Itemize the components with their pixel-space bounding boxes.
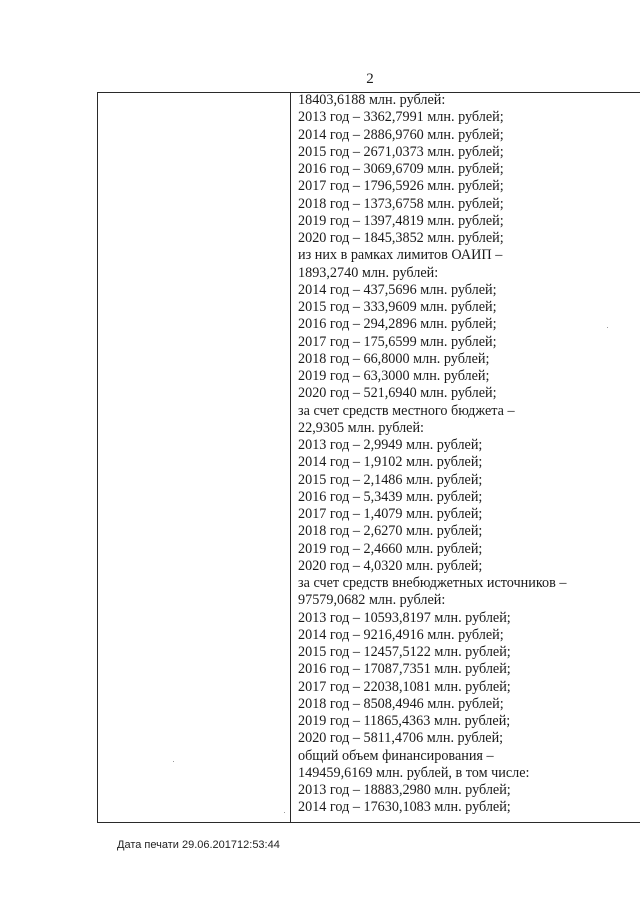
financing-line: 2020 год – 521,6940 млн. рублей; bbox=[298, 385, 497, 402]
financing-line: 2019 год – 2,4660 млн. рублей; bbox=[298, 540, 483, 557]
financing-line: 2018 год – 66,8000 млн. рублей; bbox=[298, 350, 490, 367]
financing-line: 2017 год – 1796,5926 млн. рублей; bbox=[298, 178, 504, 195]
financing-line: 2015 год – 2,1486 млн. рублей; bbox=[298, 471, 483, 488]
financing-line: 2014 год – 437,5696 млн. рублей; bbox=[298, 281, 497, 298]
financing-line: 2013 год – 3362,7991 млн. рублей; bbox=[298, 109, 504, 126]
financing-line: 1893,2740 млн. рублей: bbox=[298, 264, 439, 281]
column-divider bbox=[290, 92, 291, 823]
financing-line: 2018 год – 2,6270 млн. рублей; bbox=[298, 523, 483, 540]
scan-speck bbox=[284, 812, 285, 813]
financing-line: за счет средств внебюджетных источников – bbox=[298, 575, 567, 591]
financing-line: 2015 год – 333,9609 млн. рублей; bbox=[298, 299, 497, 315]
financing-line: 2017 год – 22038,1081 млн. рублей; bbox=[298, 678, 511, 695]
financing-line: 2014 год – 9216,4916 млн. рублей; bbox=[298, 626, 504, 643]
financing-line: 18403,6188 млн. рублей: bbox=[298, 92, 446, 108]
financing-line: 2019 год – 11865,4363 млн. рублей; bbox=[298, 713, 511, 729]
financing-line: за счет средств местного бюджета – bbox=[298, 402, 515, 419]
financing-line: 2018 год – 1373,6758 млн. рублей; bbox=[298, 195, 504, 212]
financing-line: 2017 год – 1,4079 млн. рублей; bbox=[298, 506, 483, 522]
financing-line: 2020 год – 5811,4706 млн. рублей; bbox=[298, 730, 504, 747]
financing-line: 2020 год – 1845,3852 млн. рублей; bbox=[298, 230, 504, 246]
print-date-footer: Дата печати 29.06.201712:53:44 bbox=[117, 839, 280, 851]
financing-line: 2014 год – 1,9102 млн. рублей; bbox=[298, 454, 483, 471]
financing-line: 2016 год – 3069,6709 млн. рублей; bbox=[298, 161, 504, 177]
financing-line: 2013 год – 10593,8197 млн. рублей; bbox=[298, 609, 511, 626]
financing-line: 2013 год – 18883,2980 млн. рублей; bbox=[298, 782, 511, 798]
financing-line: 2013 год – 2,9949 млн. рублей; bbox=[298, 437, 483, 453]
financing-line: 149459,6169 млн. рублей, в том числе: bbox=[298, 764, 530, 781]
financing-line: 2016 год – 5,3439 млн. рублей; bbox=[298, 488, 483, 505]
financing-line: 97579,0682 млн. рублей: bbox=[298, 592, 446, 609]
financing-line: 2016 год – 17087,7351 млн. рублей; bbox=[298, 661, 511, 678]
financing-line: 2020 год – 4,0320 млн. рублей; bbox=[298, 557, 483, 574]
scan-speck bbox=[173, 761, 174, 762]
financing-line: 2018 год – 8508,4946 млн. рублей; bbox=[298, 695, 504, 712]
financing-text-column bbox=[298, 92, 638, 817]
financing-line: 2017 год – 175,6599 млн. рублей; bbox=[298, 333, 497, 350]
financing-line: 2014 год – 2886,9760 млн. рублей; bbox=[298, 126, 504, 143]
scan-speck bbox=[607, 327, 608, 328]
financing-line: 2015 год – 2671,0373 млн. рублей; bbox=[298, 143, 504, 160]
financing-line: из них в рамках лимитов ОАИП – bbox=[298, 247, 503, 264]
financing-line: 2016 год – 294,2896 млн. рублей; bbox=[298, 316, 497, 333]
page-number: 2 bbox=[366, 71, 374, 87]
financing-line: 2019 год – 63,3000 млн. рублей; bbox=[298, 368, 490, 384]
financing-line: 2019 год – 1397,4819 млн. рублей; bbox=[298, 212, 504, 229]
financing-line: 2015 год – 12457,5122 млн. рублей; bbox=[298, 644, 511, 660]
financing-line: 22,9305 млн. рублей: bbox=[298, 419, 424, 436]
financing-line: 2014 год – 17630,1083 млн. рублей; bbox=[298, 799, 511, 816]
financing-line: общий объем финансирования – bbox=[298, 747, 494, 764]
